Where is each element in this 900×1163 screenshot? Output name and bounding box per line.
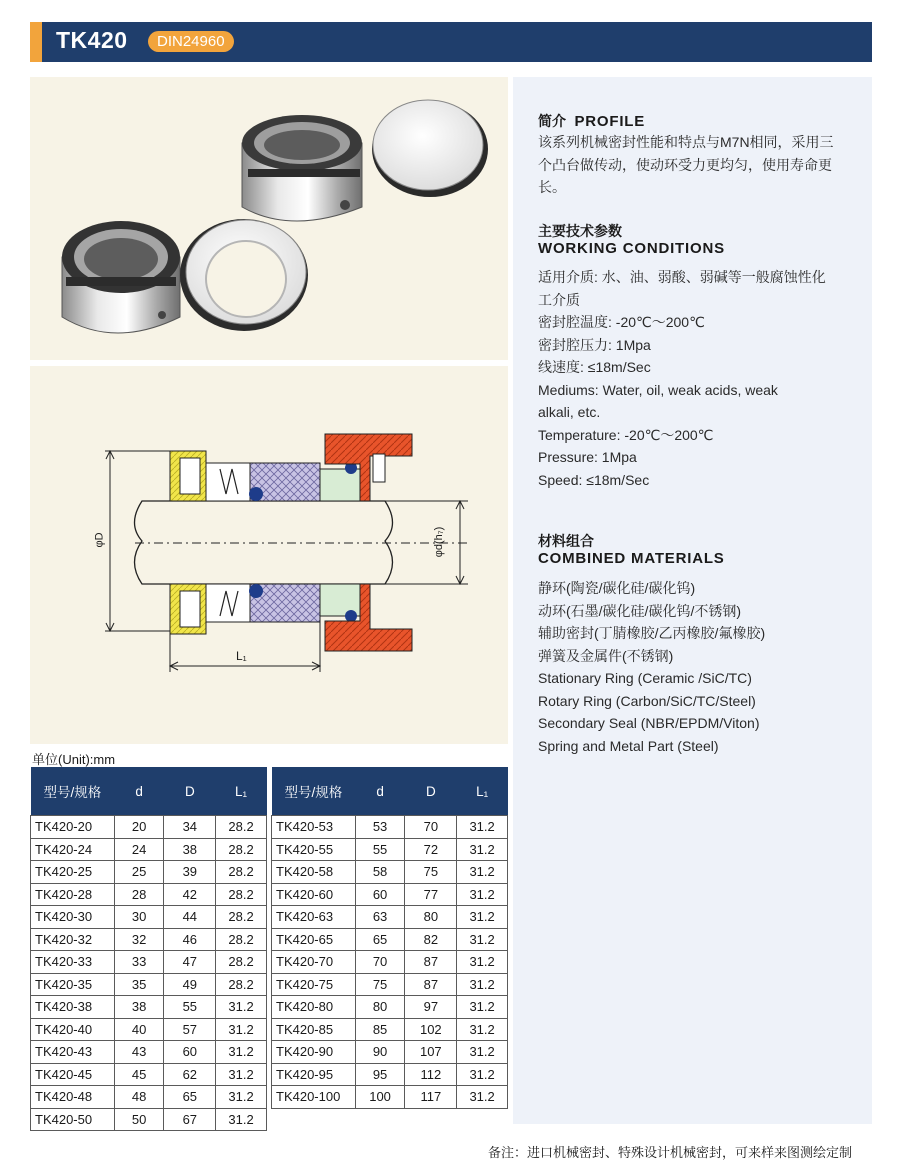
L1-cell: 31.2 xyxy=(216,1108,267,1131)
table-row xyxy=(31,838,267,861)
header-D: D xyxy=(405,767,457,816)
materials-title-en: COMBINED MATERIALS xyxy=(538,550,725,567)
d-cell: 40 xyxy=(114,1018,164,1041)
D-cell: 34 xyxy=(164,816,216,839)
table-row xyxy=(272,861,508,884)
model-cell: TK420-63 xyxy=(272,906,356,929)
materials-line: 弹簧及金属件(不锈钢) xyxy=(538,647,674,664)
model-cell: TK420-60 xyxy=(272,883,356,906)
d-cell: 33 xyxy=(114,951,164,974)
L1-cell: 31.2 xyxy=(457,951,508,974)
d-cell: 50 xyxy=(114,1108,164,1131)
d-cell: 65 xyxy=(355,928,405,951)
table-row xyxy=(31,906,267,929)
L1-cell: 31.2 xyxy=(457,861,508,884)
model-cell: TK420-33 xyxy=(31,951,115,974)
model-cell: TK420-53 xyxy=(272,816,356,839)
L1-cell: 28.2 xyxy=(216,861,267,884)
header-d: d xyxy=(355,767,405,816)
table-row xyxy=(272,1063,508,1086)
L1-cell: 28.2 xyxy=(216,951,267,974)
L1-cell: 31.2 xyxy=(457,1086,508,1109)
working-line: 线速度: ≤18m/Sec xyxy=(538,359,651,375)
L1-cell: 31.2 xyxy=(457,928,508,951)
section-diagram xyxy=(30,366,508,744)
unit-label: 单位(Unit):mm xyxy=(32,752,116,767)
D-cell: 117 xyxy=(405,1086,457,1109)
d-cell: 25 xyxy=(114,861,164,884)
L1-cell: 31.2 xyxy=(457,816,508,839)
model-cell: TK420-80 xyxy=(272,996,356,1019)
profile-section xyxy=(538,111,645,131)
profile-title-cn: 简介 xyxy=(538,113,566,129)
model-cell: TK420-24 xyxy=(31,838,115,861)
materials-line: Rotary Ring (Carbon/SiC/TC/Steel) xyxy=(538,692,756,709)
table-row xyxy=(272,1086,508,1109)
L1-cell: 31.2 xyxy=(216,1086,267,1109)
model-cell: TK420-43 xyxy=(31,1041,115,1064)
working-line: alkali, etc. xyxy=(538,404,601,420)
table-row xyxy=(31,1063,267,1086)
materials-title-cn: 材料组合 xyxy=(538,533,594,549)
D-cell: 49 xyxy=(164,973,216,996)
model-cell: TK420-70 xyxy=(272,951,356,974)
working-line: 密封腔温度: -20℃～200℃ xyxy=(538,314,705,330)
d-cell: 45 xyxy=(114,1063,164,1086)
D-cell: 67 xyxy=(164,1108,216,1131)
table-row xyxy=(272,996,508,1019)
materials-line: Stationary Ring (Ceramic /SiC/TC) xyxy=(538,670,752,686)
D-cell: 62 xyxy=(164,1063,216,1086)
D-cell: 57 xyxy=(164,1018,216,1041)
L1-cell: 28.2 xyxy=(216,883,267,906)
D-cell: 87 xyxy=(405,973,457,996)
model-cell: TK420-32 xyxy=(31,928,115,951)
L1-cell: 31.2 xyxy=(457,1018,508,1041)
D-cell: 107 xyxy=(405,1041,457,1064)
D-cell: 47 xyxy=(164,951,216,974)
table-row xyxy=(272,973,508,996)
working-line: Temperature: -20℃～200℃ xyxy=(538,426,714,443)
D-cell: 39 xyxy=(164,861,216,884)
D-cell: 80 xyxy=(405,906,457,929)
d-cell: 90 xyxy=(355,1041,405,1064)
D-cell: 82 xyxy=(405,928,457,951)
d-cell: 100 xyxy=(355,1086,405,1109)
product-photo xyxy=(30,77,508,360)
L1-cell: 31.2 xyxy=(457,1063,508,1086)
d-cell: 58 xyxy=(355,861,405,884)
table-row xyxy=(31,816,267,839)
working-line: 密封腔压力: 1Mpa xyxy=(538,336,651,353)
profile-title-en: PROFILE xyxy=(574,113,646,130)
table-row xyxy=(272,906,508,929)
working-line: 适用介质: 水、油、弱酸、弱碱等一般腐蚀性化 xyxy=(538,269,826,285)
working-line: 工介质 xyxy=(538,291,580,308)
model-cell: TK420-58 xyxy=(272,861,356,884)
table-row xyxy=(31,883,267,906)
D-cell: 60 xyxy=(164,1041,216,1064)
product-title: TK420 xyxy=(56,27,128,53)
model-cell: TK420-85 xyxy=(272,1018,356,1041)
table-row xyxy=(31,973,267,996)
materials-line: 动环(石墨/碳化硅/碳化钨/不锈钢) xyxy=(538,602,741,619)
table-row xyxy=(31,951,267,974)
header-D: D xyxy=(164,767,216,816)
d-cell: 38 xyxy=(114,996,164,1019)
D-cell: 97 xyxy=(405,996,457,1019)
table-row xyxy=(31,1108,267,1131)
working-title-en: WORKING CONDITIONS xyxy=(538,240,725,257)
L1-cell: 28.2 xyxy=(216,838,267,861)
table-row xyxy=(31,1041,267,1064)
d-cell: 53 xyxy=(355,816,405,839)
header-model: 型号/规格 xyxy=(31,767,115,816)
dimension-L1-label: L₁ xyxy=(236,649,247,663)
dimension-d-label: φd(h₇) xyxy=(433,526,446,558)
table-row xyxy=(31,996,267,1019)
model-cell: TK420-40 xyxy=(31,1018,115,1041)
D-cell: 38 xyxy=(164,838,216,861)
L1-cell: 31.2 xyxy=(457,996,508,1019)
d-cell: 24 xyxy=(114,838,164,861)
d-cell: 20 xyxy=(114,816,164,839)
model-cell: TK420-30 xyxy=(31,906,115,929)
D-cell: 46 xyxy=(164,928,216,951)
model-cell: TK420-50 xyxy=(31,1108,115,1131)
materials-line: Spring and Metal Part (Steel) xyxy=(538,737,719,754)
model-cell: TK420-35 xyxy=(31,973,115,996)
L1-cell: 31.2 xyxy=(457,973,508,996)
d-cell: 75 xyxy=(355,973,405,996)
model-cell: TK420-25 xyxy=(31,861,115,884)
L1-cell: 28.2 xyxy=(216,816,267,839)
d-cell: 30 xyxy=(114,906,164,929)
L1-cell: 31.2 xyxy=(216,1041,267,1064)
d-cell: 28 xyxy=(114,883,164,906)
L1-cell: 31.2 xyxy=(216,996,267,1019)
table-row xyxy=(272,951,508,974)
model-cell: TK420-90 xyxy=(272,1041,356,1064)
model-cell: TK420-48 xyxy=(31,1086,115,1109)
model-cell: TK420-75 xyxy=(272,973,356,996)
header-L1: L₁ xyxy=(216,767,267,816)
table-row xyxy=(272,883,508,906)
D-cell: 112 xyxy=(405,1063,457,1086)
D-cell: 65 xyxy=(164,1086,216,1109)
L1-cell: 31.2 xyxy=(216,1018,267,1041)
footer-note: 备注：进口机械密封、特殊设计机械密封，可来样来图测绘定制 xyxy=(487,1145,852,1160)
D-cell: 72 xyxy=(405,838,457,861)
D-cell: 75 xyxy=(405,861,457,884)
materials-list xyxy=(538,577,765,757)
table-row xyxy=(31,928,267,951)
header-accent xyxy=(30,22,42,62)
profile-line: 该系列机械密封性能和特点与M7N相同，采用三 xyxy=(538,134,834,150)
model-cell: TK420-28 xyxy=(31,883,115,906)
materials-line: Secondary Seal (NBR/EPDM/Viton) xyxy=(538,715,760,731)
D-cell: 55 xyxy=(164,996,216,1019)
D-cell: 102 xyxy=(405,1018,457,1041)
standard-badge: DIN24960 xyxy=(148,31,234,52)
d-cell: 95 xyxy=(355,1063,405,1086)
d-cell: 70 xyxy=(355,951,405,974)
model-cell: TK420-45 xyxy=(31,1063,115,1086)
table-row xyxy=(31,861,267,884)
header-model: 型号/规格 xyxy=(272,767,356,816)
D-cell: 44 xyxy=(164,906,216,929)
L1-cell: 28.2 xyxy=(216,906,267,929)
model-cell: TK420-20 xyxy=(31,816,115,839)
D-cell: 77 xyxy=(405,883,457,906)
L1-cell: 28.2 xyxy=(216,928,267,951)
L1-cell: 31.2 xyxy=(457,883,508,906)
d-cell: 35 xyxy=(114,973,164,996)
model-cell: TK420-55 xyxy=(272,838,356,861)
D-cell: 42 xyxy=(164,883,216,906)
table-row xyxy=(272,816,508,839)
working-line: Pressure: 1Mpa xyxy=(538,449,637,465)
d-cell: 85 xyxy=(355,1018,405,1041)
profile-line: 长。 xyxy=(538,179,566,195)
d-cell: 32 xyxy=(114,928,164,951)
L1-cell: 31.2 xyxy=(216,1063,267,1086)
working-title-cn: 主要技术参数 xyxy=(538,223,622,239)
working-conditions-list xyxy=(538,266,826,491)
materials-line: 辅助密封(丁腈橡胶/乙丙橡胶/氟橡胶) xyxy=(538,625,766,641)
L1-cell: 31.2 xyxy=(457,1041,508,1064)
dimension-D-label: φD xyxy=(93,532,106,548)
D-cell: 87 xyxy=(405,951,457,974)
d-cell: 63 xyxy=(355,906,405,929)
profile-text xyxy=(538,131,834,199)
table-row xyxy=(31,1018,267,1041)
table-row xyxy=(31,1086,267,1109)
table-row xyxy=(272,1018,508,1041)
table-row xyxy=(272,838,508,861)
header-d: d xyxy=(114,767,164,816)
d-cell: 60 xyxy=(355,883,405,906)
d-cell: 48 xyxy=(114,1086,164,1109)
d-cell: 55 xyxy=(355,838,405,861)
materials-line: 静环(陶瓷/碳化硅/碳化钨) xyxy=(538,580,696,596)
size-table-right xyxy=(271,767,508,1109)
L1-cell: 31.2 xyxy=(457,838,508,861)
model-cell: TK420-38 xyxy=(31,996,115,1019)
L1-cell: 28.2 xyxy=(216,973,267,996)
L1-cell: 31.2 xyxy=(457,906,508,929)
size-table-left xyxy=(30,767,267,1131)
model-cell: TK420-65 xyxy=(272,928,356,951)
table-row xyxy=(272,1041,508,1064)
model-cell: TK420-100 xyxy=(272,1086,356,1109)
d-cell: 80 xyxy=(355,996,405,1019)
header-L1: L₁ xyxy=(457,767,508,816)
D-cell: 70 xyxy=(405,816,457,839)
table-row xyxy=(272,928,508,951)
model-cell: TK420-95 xyxy=(272,1063,356,1086)
profile-line: 个凸台做传动，使动环受力更均匀，使用寿命更 xyxy=(538,156,832,173)
working-line: Mediums: Water, oil, weak acids, weak xyxy=(538,381,778,398)
d-cell: 43 xyxy=(114,1041,164,1064)
working-line: Speed: ≤18m/Sec xyxy=(538,471,650,488)
